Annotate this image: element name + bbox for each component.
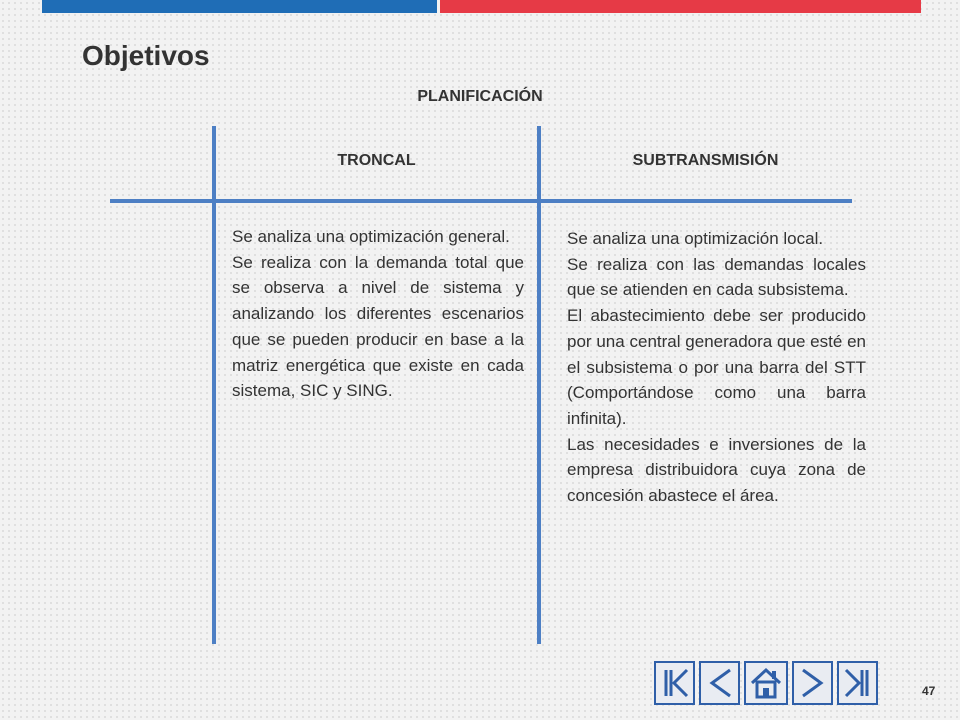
next-slide-icon <box>798 667 828 699</box>
slide-title: Objetivos <box>82 40 210 71</box>
top-bar-red <box>440 0 921 13</box>
column-divider-left <box>212 126 216 644</box>
paragraph: Las necesidades e inversiones de la empresa distribuidora cuya zona de concesión abastece el área. <box>567 434 866 506</box>
header-divider <box>110 199 852 203</box>
paragraph: Se analiza una optimización local. <box>567 229 824 248</box>
slide-subtitle: PLANIFICACIÓN <box>417 88 543 105</box>
first-slide-icon <box>660 667 690 699</box>
top-bar-blue <box>42 0 437 13</box>
previous-slide-icon <box>705 667 735 699</box>
page-number: 47 <box>922 684 936 698</box>
column-header-troncal: TRONCAL <box>337 152 416 169</box>
column-divider-right <box>537 126 541 644</box>
previous-slide-button[interactable] <box>699 661 740 705</box>
paragraph: El abastecimiento debe ser producido por una central generadora que esté en el subsistema o por una barra del STT (Comportándose como una barra infinita). <box>567 306 866 428</box>
first-slide-button[interactable] <box>654 661 695 705</box>
slide-navigation <box>654 661 878 705</box>
column-text-troncal <box>232 224 524 404</box>
paragraph: Se realiza con la demanda total que se observa a nivel de sistema y analizando los diferentes escenarios que se pueden producir en base a la matriz energética que existe en cada sistema, SIC y SING. <box>232 252 524 401</box>
home-icon <box>749 666 783 700</box>
last-slide-icon <box>843 667 873 699</box>
paragraph: Se analiza una optimización general. <box>232 227 510 246</box>
column-text-subtransmision <box>567 226 866 509</box>
last-slide-button[interactable] <box>837 661 878 705</box>
home-button[interactable] <box>744 661 788 705</box>
column-header-subtransmision: SUBTRANSMISIÓN <box>632 152 779 169</box>
next-slide-button[interactable] <box>792 661 833 705</box>
paragraph: Se realiza con las demandas locales que se atienden en cada subsistema. <box>567 254 866 300</box>
